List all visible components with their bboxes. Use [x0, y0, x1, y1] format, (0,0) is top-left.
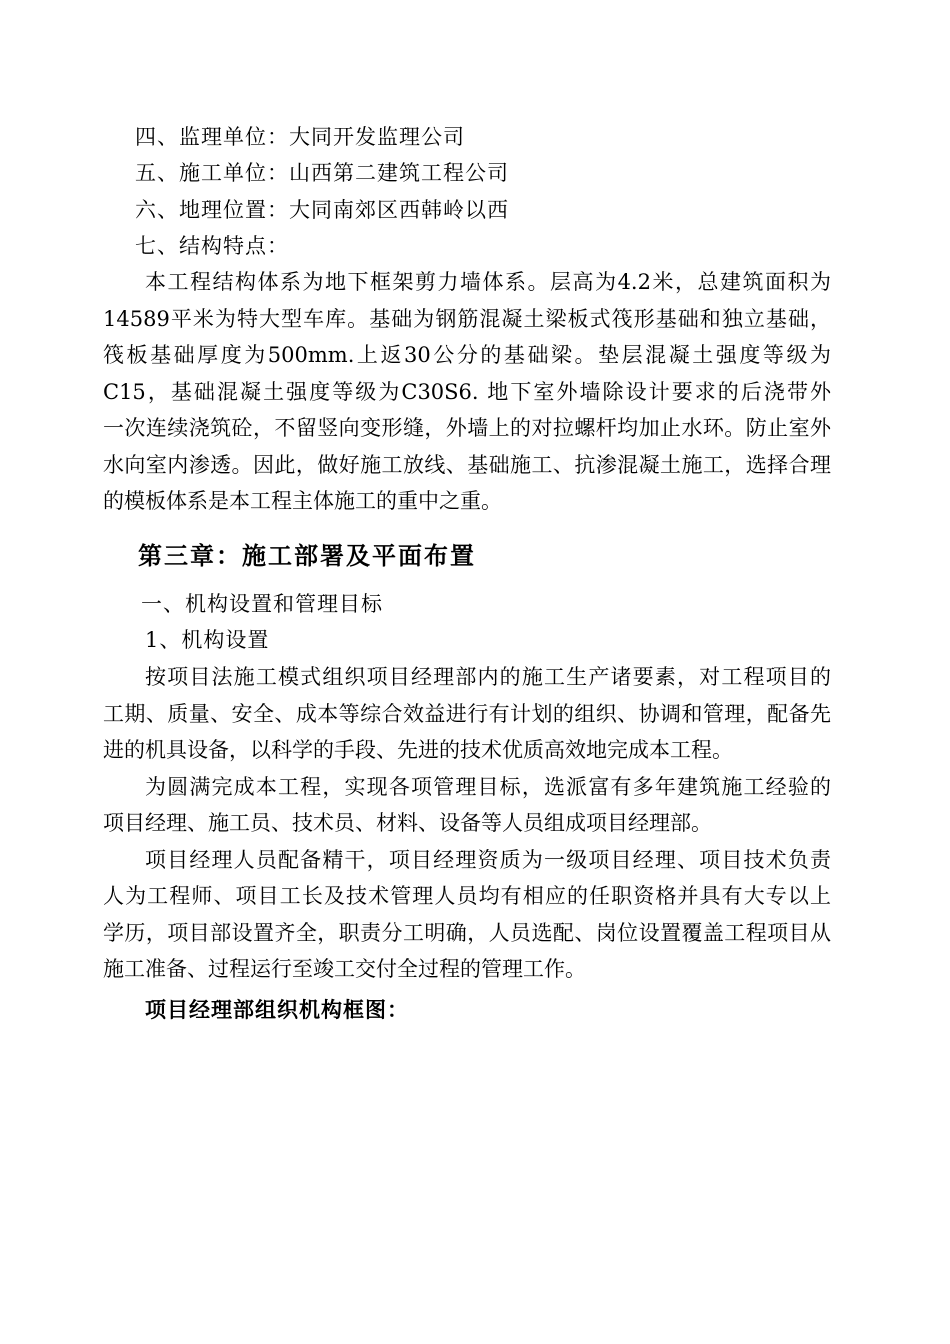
structure-paragraph-line: C15，基础混凝土强度等级为C30S6. 地下室外墙除设计要求的后浇带外: [103, 380, 831, 404]
paragraph-line: 项目经理人员配备精干，项目经理资质为一级项目经理、项目技术负责: [145, 848, 831, 872]
paragraph-line: 为圆满完成本工程，实现各项管理目标，选派富有多年建筑施工经验的: [145, 775, 831, 799]
info-location: 六、地理位置：大同南郊区西韩岭以西: [135, 198, 509, 222]
structure-paragraph-line: 14589平米为特大型车库。基础为钢筋混凝土梁板式筏形基础和独立基础，: [103, 307, 831, 331]
paragraph-line: 项目经理、施工员、技术员、材料、设备等人员组成项目经理部。: [103, 811, 712, 835]
section-heading: 一、机构设置和管理目标: [141, 592, 383, 616]
structure-paragraph-line: 水向室内渗透。因此，做好施工放线、基础施工、抗渗混凝土施工，选择合理: [103, 453, 831, 477]
structure-paragraph-line: 筏板基础厚度为500mm.上返30公分的基础梁。垫层混凝土强度等级为: [103, 343, 831, 367]
chapter-heading: 第三章：施工部署及平面布置: [138, 541, 476, 570]
paragraph-line: 学历，项目部设置齐全，职责分工明确，人员选配、岗位设置覆盖工程项目从: [103, 921, 831, 945]
info-structure-features: 七、结构特点：: [135, 234, 289, 258]
structure-paragraph-line: 的模板体系是本工程主体施工的重中之重。: [103, 489, 502, 513]
paragraph-line: 进的机具设备，以科学的手段、先进的技术优质高效地完成本工程。: [103, 738, 733, 762]
subsection-heading: 1、机构设置: [145, 628, 270, 652]
structure-paragraph-line: 一次连续浇筑砼，不留竖向变形缝，外墙上的对拉螺杆均加止水环。防止室外: [103, 416, 831, 440]
org-chart-title: 项目经理部组织机构框图：: [145, 997, 409, 1022]
paragraph-line: 按项目法施工模式组织项目经理部内的施工生产诸要素，对工程项目的: [145, 665, 831, 689]
paragraph-line: 工期、质量、安全、成本等综合效益进行有计划的组织、协调和管理，配备先: [103, 702, 831, 726]
paragraph-line: 施工准备、过程运行至竣工交付全过程的管理工作。: [103, 957, 586, 981]
paragraph-line: 人为工程师、项目工长及技术管理人员均有相应的任职资格并具有大专以上: [103, 884, 831, 908]
info-supervision-unit: 四、监理单位：大同开发监理公司: [135, 125, 465, 149]
info-construction-unit: 五、施工单位：山西第二建筑工程公司: [135, 161, 509, 185]
structure-paragraph-line: 本工程结构体系为地下框架剪力墙体系。层高为4.2米，总建筑面积为: [145, 270, 831, 294]
